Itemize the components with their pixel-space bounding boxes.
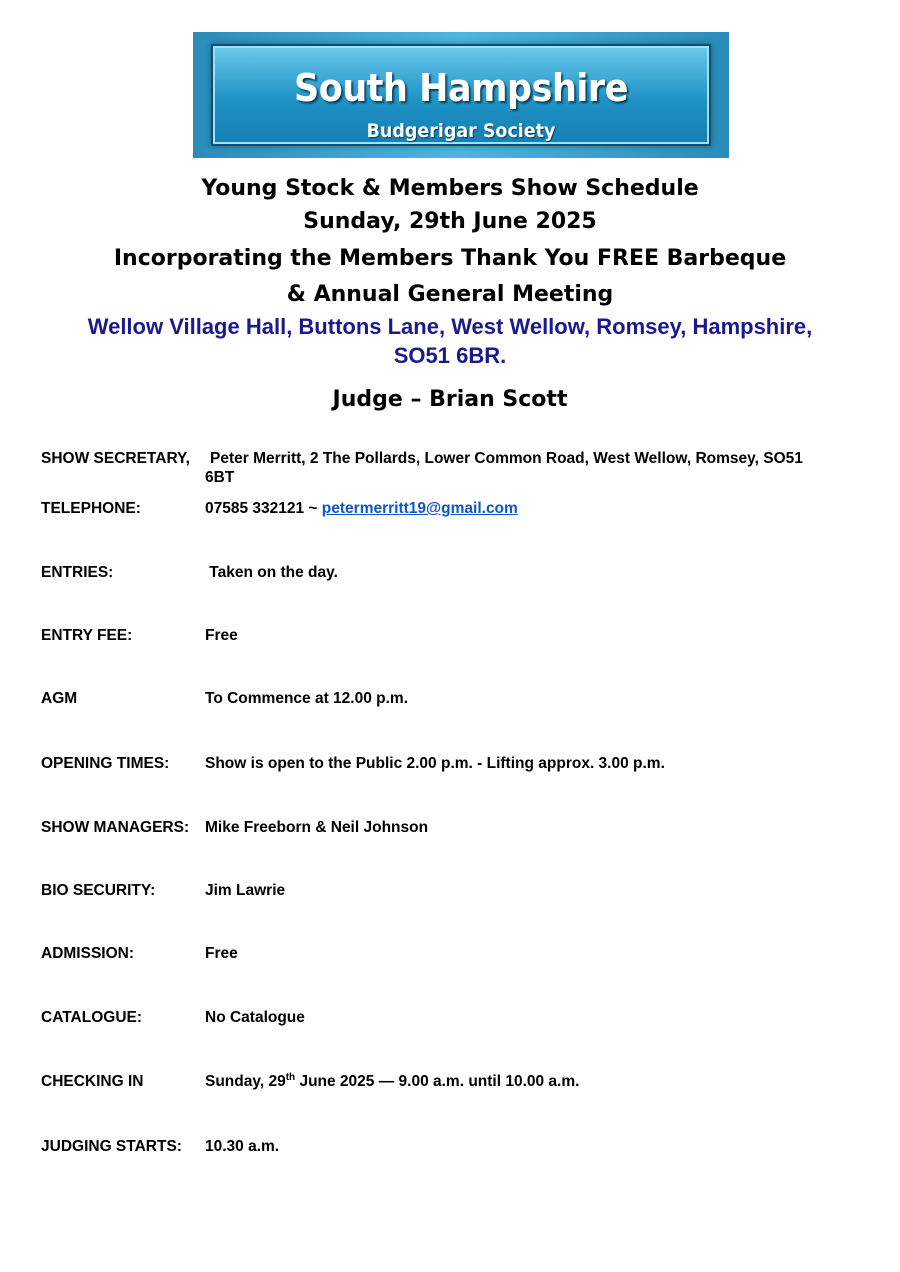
show-secretary-address: Peter Merritt, 2 The Pollards, Lower Common Road, West Wellow, Romsey, SO51	[210, 450, 803, 467]
show-secretary-value	[205, 449, 870, 487]
checking-in-ordinal: th	[285, 1071, 296, 1083]
bio-security-label: BIO SECURITY:	[41, 882, 156, 899]
schedule-title: Young Stock & Members Show Schedule	[201, 176, 699, 201]
entry-fee-label: ENTRY FEE:	[41, 627, 133, 644]
show-date: Sunday, 29th June 2025	[303, 209, 597, 234]
show-secretary-postcode: 6BT	[205, 469, 235, 486]
society-banner	[193, 32, 729, 158]
telephone-number: 07585 332121 ~	[205, 500, 322, 517]
judging-starts-label: JUDGING STARTS:	[41, 1138, 182, 1155]
telephone-label: TELEPHONE:	[41, 500, 141, 517]
agm-label: AGM	[41, 690, 78, 707]
admission-label: ADMISSION:	[41, 945, 134, 962]
show-secretary-label: SHOW SECRETARY,	[41, 450, 190, 467]
banner-title: South Hampshire	[294, 66, 628, 110]
venue-line-1: Wellow Village Hall, Buttons Lane, West Wellow, Romsey, Hampshire,	[87, 314, 813, 339]
venue-line-2: SO51 6BR.	[393, 343, 507, 368]
checking-in-value	[205, 1072, 865, 1091]
agm-heading: & Annual General Meeting	[286, 282, 614, 307]
judging-starts-value: 10.30 a.m.	[205, 1138, 280, 1155]
agm-value: To Commence at 12.00 p.m.	[205, 690, 408, 707]
opening-times-label: OPENING TIMES:	[41, 755, 170, 772]
barbeque-heading: Incorporating the Members Thank You FREE Barbeque	[113, 246, 787, 271]
show-managers-value: Mike Freeborn & Neil Johnson	[205, 819, 429, 836]
email-link[interactable]: petermerritt19@gmail.com	[321, 500, 518, 517]
show-managers-label: SHOW MANAGERS:	[41, 819, 190, 836]
telephone-value	[205, 499, 865, 518]
banner-frame	[211, 44, 711, 146]
checking-in-label: CHECKING IN	[41, 1073, 144, 1090]
judge-heading: Judge – Brian Scott	[332, 387, 568, 412]
checking-in-times: June 2025 — 9.00 a.m. until 10.00 a.m.	[295, 1073, 580, 1090]
banner-subtitle: Budgerigar Society	[366, 120, 556, 142]
checking-in-date: Sunday, 29	[205, 1073, 286, 1090]
entry-fee-value: Free	[205, 627, 238, 644]
admission-value: Free	[205, 945, 238, 962]
entries-label: ENTRIES:	[41, 564, 114, 581]
catalogue-value: No Catalogue	[205, 1009, 305, 1026]
entries-value: Taken on the day.	[205, 564, 338, 581]
opening-times-value: Show is open to the Public 2.00 p.m. - Lifting approx. 3.00 p.m.	[205, 755, 665, 772]
catalogue-label: CATALOGUE:	[41, 1009, 143, 1026]
bio-security-value: Jim Lawrie	[205, 882, 286, 899]
